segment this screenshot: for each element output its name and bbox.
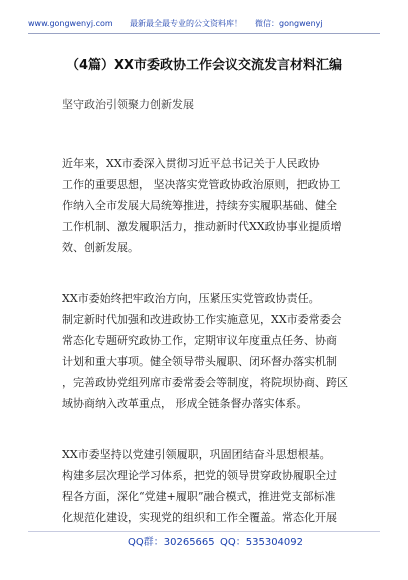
paragraph-2 bbox=[62, 288, 362, 414]
promo-text: 最新最全最专业的公文资料库！ bbox=[130, 19, 242, 28]
paragraph-line: 域协商纳入改革重点， 形成全链条督办落实体系。 bbox=[62, 397, 308, 410]
paragraph-line: 效、创新发展。 bbox=[62, 241, 139, 254]
paragraph-line: XX市委坚持以党建引领履职，巩固团结奋斗思想根基。 bbox=[62, 448, 331, 461]
wechat-label: 微信：gongwenyj bbox=[255, 19, 323, 28]
paragraph-line: ，完善政协党组列席市委常委会等制度，将院坝协商、跨区 bbox=[62, 376, 348, 389]
document-title: （4篇）XX市委政协工作会议交流发言材料汇编 bbox=[65, 58, 343, 73]
paragraph-line: 工作的重要思想， 坚决落实党管政协政治原则，把政协工 bbox=[62, 178, 341, 191]
paragraph-line: 化规范化建设，实现党的组织和工作全覆盖。常态化开展 bbox=[62, 511, 337, 524]
paragraph-line: 工作机制、激发履职活力，推动新时代XX政协事业提质增 bbox=[62, 220, 342, 233]
paragraph-line: 近年来，XX市委深入贯彻习近平总书记关于人民政协 bbox=[62, 157, 320, 170]
paragraph-line: XX市委始终把牢政治方向，压紧压实党管政协责任。 bbox=[62, 292, 320, 305]
footer-bar bbox=[0, 533, 408, 549]
paragraph-line: 计划和重大事项。健全领导带头履职、闭环督办落实机制 bbox=[62, 355, 337, 368]
footer-divider bbox=[28, 531, 380, 532]
paragraph-3 bbox=[62, 444, 362, 528]
header-bar bbox=[0, 16, 408, 32]
qq-group-number: QQ群：30265665 bbox=[128, 537, 215, 548]
paragraph-line: 程各方面，深化“党建+履职”融合模式，推进党支部标准 bbox=[62, 490, 336, 503]
site-link[interactable]: www.gongwenyj.com bbox=[28, 19, 113, 28]
header-divider bbox=[28, 33, 380, 34]
document-subtitle: 坚守政治引领聚力创新发展 bbox=[62, 98, 194, 111]
paragraph-line: 构建多层次理论学习体系，把党的领导贯穿政协履职全过 bbox=[62, 469, 337, 482]
paragraph-line: 制定新时代加强和改进政协工作实施意见，XX市委常委会 bbox=[62, 313, 342, 326]
paragraph-line: 常态化专题研究政协工作，定期审议年度重点任务、协商 bbox=[62, 334, 337, 347]
qq-number: QQ：535304092 bbox=[220, 537, 304, 548]
paragraph-1 bbox=[62, 153, 362, 258]
paragraph-line: 作纳入全市发展大局统筹推进，持续夯实履职基础、健全 bbox=[62, 199, 337, 212]
